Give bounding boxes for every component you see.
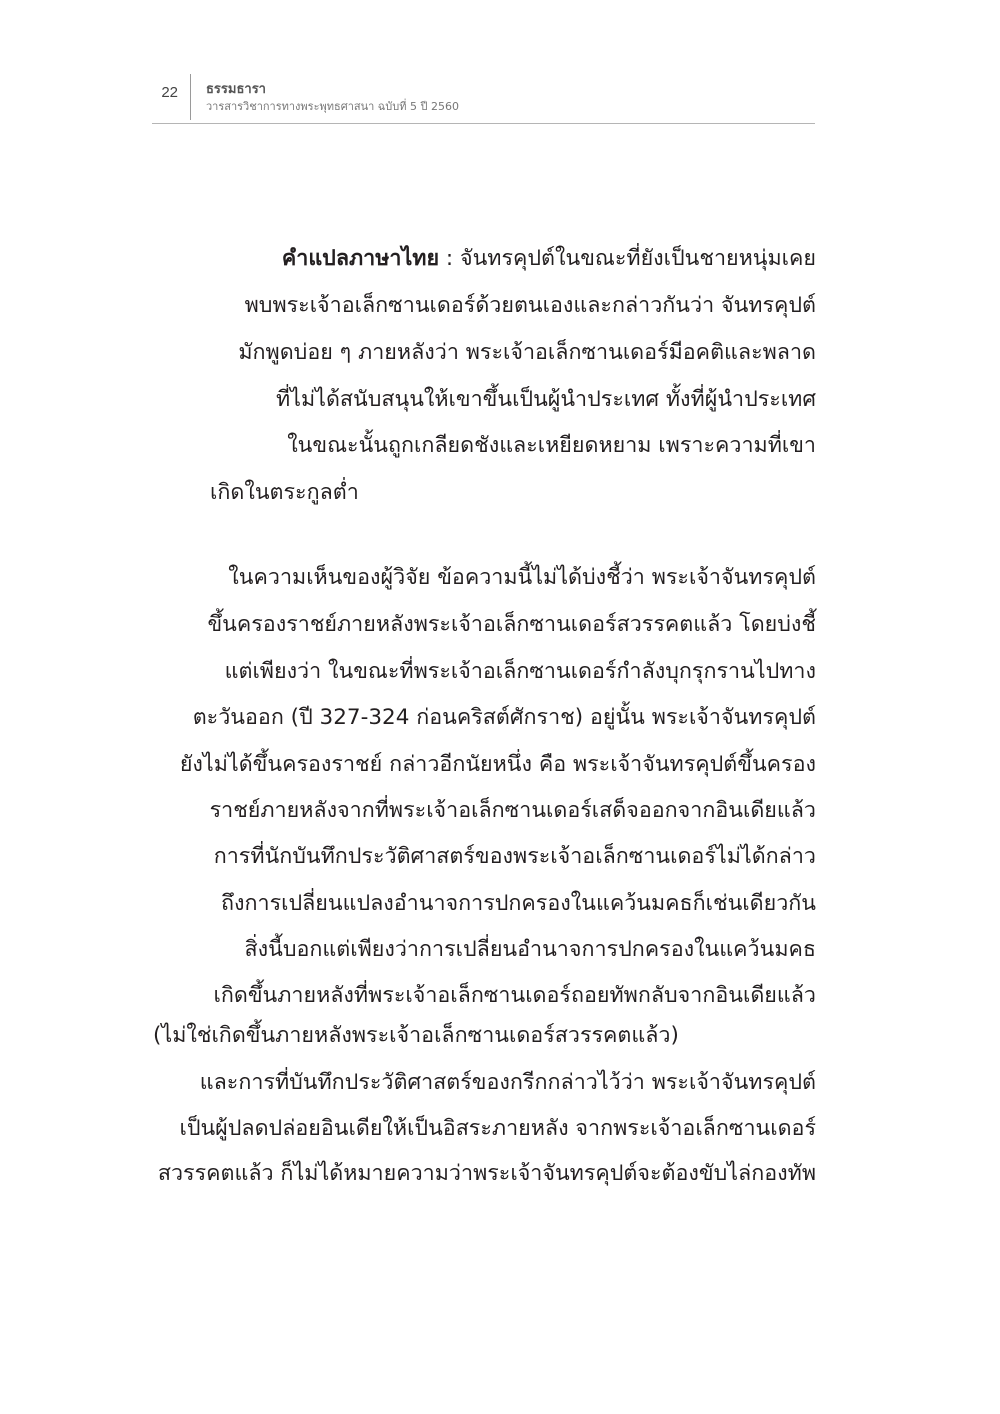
translation-line: ในขณะนั้นถูกเกลียดชังและเหยียดหยาม เพราะความที่เขา [287, 433, 816, 458]
translation-line: เกิดในตระกูลต่ำ [210, 480, 359, 505]
paragraph-line: ขึ้นครองราชย์ภายหลังพระเจ้าอเล็กซานเดอร์สวรรคตแล้ว โดยบ่งชี้ [207, 612, 816, 637]
paragraph-line: และการที่บันทึกประวัติศาสตร์ของกรีกกล่าวไว้ว่า พระเจ้าจันทรคุปต์ [199, 1070, 816, 1095]
paragraph-line: เป็นผู้ปลดปล่อยอินเดียให้เป็นอิสระภายหลัง จากพระเจ้าอเล็กซานเดอร์ [179, 1116, 816, 1141]
page-number: 22 [161, 84, 178, 101]
translation-term: คำแปลภาษาไทย [281, 246, 440, 271]
paragraph-line: แต่เพียงว่า ในขณะที่พระเจ้าอเล็กซานเดอร์กำลังบุกรุกรานไปทาง [224, 659, 816, 684]
paragraph-line: ถึงการเปลี่ยนแปลงอำนาจการปกครองในแคว้นมคธก็เช่นเดียวกัน [220, 891, 816, 916]
paragraph-line: ราชย์ภายหลังจากที่พระเจ้าอเล็กซานเดอร์เสด็จออกจากอินเดียแล้ว [209, 798, 816, 823]
translation-line: ที่ไม่ได้สนับสนุนให้เขาขึ้นเป็นผู้นำประเทศ ทั้งที่ผู้นำประเทศ [275, 387, 816, 412]
paragraph-line: ในความเห็นของผู้วิจัย ข้อความนี้ไม่ได้บ่งชี้ว่า พระเจ้าจันทรคุปต์ [228, 565, 816, 590]
paragraph-line: การที่นักบันทึกประวัติศาสตร์ของพระเจ้าอเล็กซานเดอร์ไม่ได้กล่าว [213, 844, 816, 869]
translation-line-text: จันทรคุปต์ในขณะที่ยังเป็นชายหนุ่มเคย [460, 246, 816, 271]
paragraph-line: เกิดขึ้นภายหลังที่พระเจ้าอเล็กซานเดอร์ถอยทัพกลับจากอินเดียแล้ว [213, 983, 816, 1008]
paragraph-line: ตะวันออก (ปี 327-324 ก่อนคริสต์ศักราช) อยู่นั้น พระเจ้าจันทรคุปต์ [192, 705, 816, 730]
header-divider [190, 74, 191, 120]
journal-title: ธรรมธารา [206, 82, 266, 97]
journal-subtitle: วารสารวิชาการทางพระพุทธศาสนา ฉบับที่ 5 ปี 2560 [206, 100, 459, 113]
translation-line: พบพระเจ้าอเล็กซานเดอร์ด้วยตนเองและกล่าวกันว่า จันทรคุปต์ [244, 293, 816, 318]
translation-line [282, 248, 816, 270]
translation-separator: : [439, 246, 460, 271]
header-rule [152, 123, 815, 124]
paragraph-line: (ไม่ใช่เกิดขึ้นภายหลังพระเจ้าอเล็กซานเดอร์สวรรคตแล้ว) [153, 1023, 679, 1048]
paragraph-line: ยังไม่ได้ขึ้นครองราชย์ กล่าวอีกนัยหนึ่ง คือ พระเจ้าจันทรคุปต์ขึ้นครอง [179, 752, 816, 777]
paragraph-line: สิ่งนี้บอกแต่เพียงว่าการเปลี่ยนอำนาจการปกครองในแคว้นมคธ [244, 937, 816, 962]
paragraph-line: สวรรคตแล้ว ก็ไม่ได้หมายความว่าพระเจ้าจันทรคุปต์จะต้องขับไล่กองทัพ [157, 1161, 816, 1186]
translation-line: มักพูดบ่อย ๆ ภายหลังว่า พระเจ้าอเล็กซานเดอร์มีอคติและพลาด [238, 340, 816, 365]
